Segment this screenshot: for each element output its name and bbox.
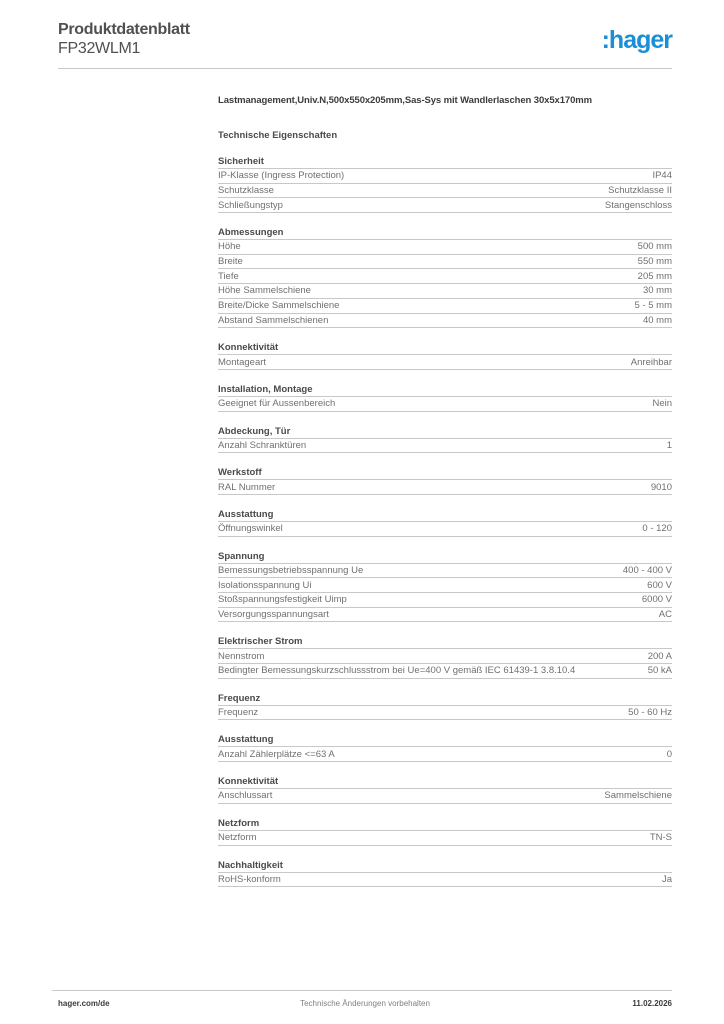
property-value: Ja (661, 873, 672, 885)
property-group (218, 734, 672, 762)
property-row (218, 255, 672, 270)
property-group (218, 384, 672, 412)
property-value: AC (658, 609, 672, 621)
property-row (218, 198, 672, 213)
property-group (218, 156, 672, 213)
property-value: 205 mm (637, 270, 672, 282)
property-row (218, 593, 672, 608)
document-date: 11.02.2026 (632, 999, 672, 1008)
property-row (218, 240, 672, 255)
property-row (218, 184, 672, 199)
property-row (218, 649, 672, 664)
property-label: Breite (218, 256, 243, 268)
property-label: Stoßspannungsfestigkeit Uimp (218, 594, 347, 606)
property-label: Höhe (218, 241, 241, 253)
property-value: 550 mm (637, 256, 672, 268)
group-title: Netzform (218, 818, 672, 831)
group-title: Elektrischer Strom (218, 636, 672, 649)
property-group (218, 509, 672, 537)
property-label: Geeignet für Aussenbereich (218, 398, 336, 410)
product-code: FP32WLM1 (58, 40, 141, 57)
property-value: Sammelschiene (604, 790, 672, 802)
property-value: 9010 (650, 481, 672, 493)
property-value: 6000 V (641, 594, 672, 606)
property-row (218, 314, 672, 329)
group-title: Spannung (218, 551, 672, 564)
hager-logo: :hager (601, 26, 672, 54)
website-link[interactable]: hager.com/de (58, 999, 110, 1008)
group-title: Ausstattung (218, 734, 672, 747)
property-label: Bemessungsbetriebsspannung Ue (218, 564, 364, 576)
property-row (218, 873, 672, 888)
property-label: Breite/Dicke Sammelschiene (218, 300, 340, 312)
property-row (218, 747, 672, 762)
document-title: Produktdatenblatt (58, 21, 190, 38)
property-value: Schutzklasse II (608, 185, 672, 197)
group-title: Nachhaltigkeit (218, 860, 672, 873)
property-label: Nennstrom (218, 650, 265, 662)
property-label: Tiefe (218, 270, 239, 282)
property-row (218, 397, 672, 412)
group-title: Sicherheit (218, 156, 672, 169)
property-label: Anzahl Zählerplätze <=63 A (218, 748, 335, 760)
page-header (58, 20, 672, 70)
datasheet-content (218, 95, 672, 887)
page-footer (58, 998, 672, 1010)
property-group (218, 342, 672, 370)
property-value: TN-S (649, 832, 672, 844)
property-row (218, 608, 672, 623)
property-group (218, 860, 672, 888)
group-title: Installation, Montage (218, 384, 672, 397)
property-row (218, 169, 672, 184)
property-row (218, 355, 672, 370)
property-row (218, 706, 672, 721)
product-description: Lastmanagement,Univ.N,500x550x205mm,Sas-Sys mit Wandlerlaschen 30x5x170mm (218, 95, 592, 106)
property-row (218, 522, 672, 537)
property-row (218, 578, 672, 593)
property-group (218, 467, 672, 495)
property-label: Anzahl Schranktüren (218, 439, 307, 451)
property-value: 30 mm (642, 285, 672, 297)
property-value: 400 - 400 V (622, 564, 672, 576)
property-value: 50 - 60 Hz (628, 707, 672, 719)
property-group (218, 818, 672, 846)
group-title: Werkstoff (218, 467, 672, 480)
property-value: 500 mm (637, 241, 672, 253)
property-label: RAL Nummer (218, 481, 276, 493)
group-title: Frequenz (218, 693, 672, 706)
property-value: 200 A (647, 650, 672, 662)
section-title: Technische Eigenschaften (218, 130, 338, 141)
property-label: Bedingter Bemessungskurzschlussstrom bei Ue=400 V gemäß IEC 61439-1 3.8.10.4 (218, 665, 576, 677)
property-row (218, 831, 672, 846)
property-value: 0 (666, 748, 672, 760)
property-group (218, 636, 672, 678)
property-label: RoHS-konform (218, 873, 281, 885)
group-title: Abmessungen (218, 227, 672, 240)
property-value: 40 mm (642, 314, 672, 326)
property-value: Stangenschloss (604, 199, 672, 211)
property-value: Anreihbar (630, 356, 672, 368)
property-row (218, 269, 672, 284)
property-label: Versorgungsspannungsart (218, 609, 329, 621)
property-label: Schließungstyp (218, 199, 283, 211)
property-value: IP44 (652, 170, 672, 182)
property-group (218, 227, 672, 328)
property-label: Montageart (218, 356, 267, 368)
property-label: Schutzklasse (218, 185, 274, 197)
property-label: IP-Klasse (Ingress Protection) (218, 170, 345, 182)
disclaimer: Technische Änderungen vorbehalten (300, 999, 430, 1008)
group-title: Abdeckung, Tür (218, 426, 672, 439)
property-label: Abstand Sammelschienen (218, 314, 329, 326)
property-row (218, 789, 672, 804)
property-group (218, 426, 672, 454)
property-row (218, 664, 672, 679)
property-row (218, 564, 672, 579)
property-label: Netzform (218, 832, 257, 844)
group-title: Konnektivität (218, 342, 672, 355)
group-title: Ausstattung (218, 509, 672, 522)
property-row (218, 284, 672, 299)
property-group (218, 776, 672, 804)
property-label: Öffnungswinkel (218, 523, 283, 535)
property-value: Nein (652, 398, 672, 410)
property-groups (218, 156, 672, 887)
property-value: 5 - 5 mm (634, 300, 672, 312)
property-group (218, 551, 672, 623)
property-label: Anschlussart (218, 790, 273, 802)
property-value: 50 kA (647, 665, 672, 677)
property-row (218, 439, 672, 454)
property-row (218, 299, 672, 314)
property-label: Frequenz (218, 707, 259, 719)
property-value: 0 - 120 (642, 523, 672, 535)
property-label: Höhe Sammelschiene (218, 285, 311, 297)
header-divider (58, 68, 672, 69)
property-label: Isolationsspannung Ui (218, 579, 312, 591)
property-value: 600 V (647, 579, 672, 591)
group-title: Konnektivität (218, 776, 672, 789)
property-row (218, 480, 672, 495)
property-group (218, 693, 672, 721)
footer-divider (52, 990, 672, 991)
property-value: 1 (666, 439, 672, 451)
